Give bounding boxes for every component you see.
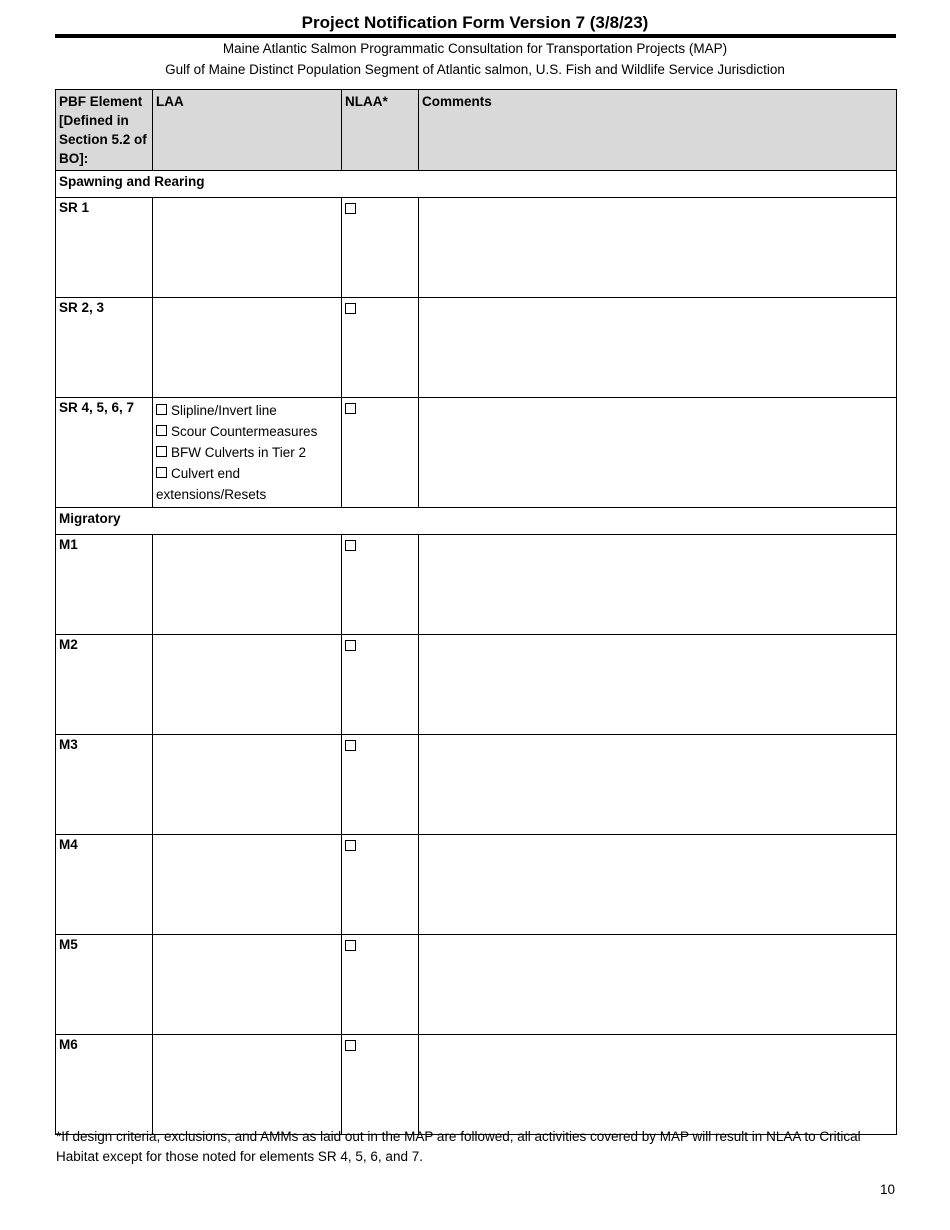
nlaa-checkbox-m5[interactable]	[345, 940, 356, 951]
laa-option-culvert-end[interactable]	[156, 463, 338, 505]
nlaa-checkbox-m2[interactable]	[345, 640, 356, 651]
section-label-migratory: Migratory	[56, 508, 897, 535]
laa-option-scour[interactable]	[156, 421, 338, 442]
page-number: 10	[879, 1182, 895, 1197]
element-sr1: SR 1	[56, 198, 153, 298]
laa-options-sr4567	[153, 398, 342, 508]
section-row-spawning	[56, 171, 897, 198]
element-m1: M1	[56, 535, 153, 635]
laa-option-bfw[interactable]	[156, 442, 338, 463]
nlaa-cell-m5	[342, 935, 419, 1035]
nlaa-checkbox-sr4567[interactable]	[345, 403, 356, 414]
comments-cell-m2[interactable]	[419, 635, 897, 735]
col-header-nlaa: NLAA*	[342, 90, 419, 171]
laa-cell-sr1[interactable]	[153, 198, 342, 298]
laa-cell-m4[interactable]	[153, 835, 342, 935]
nlaa-checkbox-sr1[interactable]	[345, 203, 356, 214]
section-label-spawning: Spawning and Rearing	[56, 171, 897, 198]
laa-cell-m3[interactable]	[153, 735, 342, 835]
laa-option-label: BFW Culverts in Tier 2	[171, 445, 307, 460]
laa-option-slipline[interactable]	[156, 400, 338, 421]
col-header-laa: LAA	[153, 90, 342, 171]
form-title: Project Notification Form Version 7 (3/8/23)	[301, 13, 649, 32]
element-sr23: SR 2, 3	[56, 298, 153, 398]
title-rule	[55, 34, 896, 38]
element-m6: M6	[56, 1035, 153, 1135]
comments-cell-sr4567[interactable]	[419, 398, 897, 508]
pbf-table	[55, 89, 897, 1135]
element-m5: M5	[56, 935, 153, 1035]
laa-option-label: Culvert end extensions/Resets	[156, 466, 267, 502]
nlaa-checkbox-m1[interactable]	[345, 540, 356, 551]
table-row-m1	[56, 535, 897, 635]
subtitle-map: Maine Atlantic Salmon Programmatic Consultation for Transportation Projects (MAP)	[222, 41, 728, 56]
nlaa-checkbox-sr23[interactable]	[345, 303, 356, 314]
nlaa-checkbox-m3[interactable]	[345, 740, 356, 751]
laa-cell-m2[interactable]	[153, 635, 342, 735]
table-row-m5	[56, 935, 897, 1035]
nlaa-cell-sr1	[342, 198, 419, 298]
laa-checkbox-scour[interactable]	[156, 425, 167, 436]
element-m3: M3	[56, 735, 153, 835]
element-m2: M2	[56, 635, 153, 735]
col-header-comments: Comments	[419, 90, 897, 171]
nlaa-checkbox-m4[interactable]	[345, 840, 356, 851]
comments-cell-m1[interactable]	[419, 535, 897, 635]
laa-cell-m5[interactable]	[153, 935, 342, 1035]
laa-checkbox-culvert-end[interactable]	[156, 467, 167, 478]
section-row-migratory	[56, 508, 897, 535]
table-row-sr1	[56, 198, 897, 298]
nlaa-checkbox-m6[interactable]	[345, 1040, 356, 1051]
table-row-m6	[56, 1035, 897, 1135]
comments-cell-m3[interactable]	[419, 735, 897, 835]
comments-cell-m6[interactable]	[419, 1035, 897, 1135]
comments-cell-sr23[interactable]	[419, 298, 897, 398]
subtitle-jurisdiction: Gulf of Maine Distinct Population Segment of Atlantic salmon, U.S. Fish and Wildlife Service Jurisdiction	[165, 62, 785, 77]
table-header-row	[56, 90, 897, 171]
laa-cell-m1[interactable]	[153, 535, 342, 635]
element-m4: M4	[56, 835, 153, 935]
table-row-m4	[56, 835, 897, 935]
footnote: *If design criteria, exclusions, and AMMs as laid out in the MAP are followed, all activities covered by MAP will result in NLAA to Critical Habitat except for those noted for elements SR 4, 5, 6, and 7.	[56, 1129, 861, 1164]
element-sr4567: SR 4, 5, 6, 7	[56, 398, 153, 508]
nlaa-cell-m6	[342, 1035, 419, 1135]
laa-cell-m6[interactable]	[153, 1035, 342, 1135]
nlaa-cell-sr4567	[342, 398, 419, 508]
nlaa-cell-m2	[342, 635, 419, 735]
table-row-m2	[56, 635, 897, 735]
laa-option-label: Scour Countermeasures	[171, 424, 318, 439]
laa-option-label: Slipline/Invert line	[171, 403, 277, 418]
col-header-pbf: PBF Element [Defined in Section 5.2 of BO]:	[56, 90, 153, 171]
table-row-m3	[56, 735, 897, 835]
laa-checkbox-bfw[interactable]	[156, 446, 167, 457]
nlaa-cell-sr23	[342, 298, 419, 398]
laa-checkbox-slipline[interactable]	[156, 404, 167, 415]
table-row-sr23	[56, 298, 897, 398]
laa-cell-sr23[interactable]	[153, 298, 342, 398]
nlaa-cell-m1	[342, 535, 419, 635]
nlaa-cell-m4	[342, 835, 419, 935]
table-row-sr4567	[56, 398, 897, 508]
comments-cell-sr1[interactable]	[419, 198, 897, 298]
nlaa-cell-m3	[342, 735, 419, 835]
comments-cell-m5[interactable]	[419, 935, 897, 1035]
comments-cell-m4[interactable]	[419, 835, 897, 935]
